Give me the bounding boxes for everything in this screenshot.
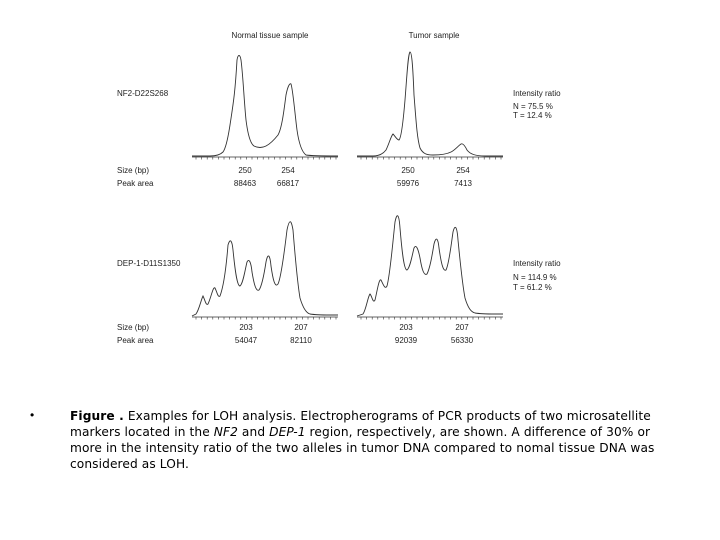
figure-caption [70, 408, 685, 472]
marker-label-dep1: DEP-1-D11S1350 [117, 259, 181, 268]
caption-text-3: region, respectively, are shown. A difference of 30% or more in the intensity ratio of the two alleles in tumor DNA compared to nomal tissue DNA was considered as LOH. [70, 425, 655, 471]
caption-label: Figure . [70, 409, 124, 423]
intensity-ratio-title-nf2: Intensity ratio [513, 89, 561, 98]
intensity-ratio-n-dep1: N = 114.9 % [513, 273, 557, 282]
tumor-sample-header: Tumor sample [408, 31, 460, 40]
size-label-nf2: Size (bp) [117, 166, 150, 175]
tumor-size-2-dep1: 207 [455, 323, 469, 332]
intensity-ratio-t-dep1: T = 61.2 % [513, 283, 552, 292]
tumor-area-1-dep1: 92039 [394, 336, 418, 345]
intensity-ratio-title-dep1: Intensity ratio [513, 259, 561, 268]
normal-area-2-dep1: 82110 [290, 336, 312, 345]
peak-area-label-nf2: Peak area [117, 179, 154, 188]
intensity-ratio-n-nf2: N = 75.5 % [513, 102, 553, 111]
peak-area-label-dep1: Peak area [117, 336, 154, 345]
caption-text-1: Examples for LOH analysis. Electropherograms of PCR products of two microsatellite markers located in the [70, 409, 651, 439]
normal-area-2-nf2: 66817 [276, 179, 300, 188]
marker-label-nf2: NF2-D22S268 [117, 89, 169, 98]
normal-sample-header: Normal tissue sample [231, 31, 309, 40]
tumor-trace-dep1 [355, 200, 505, 320]
normal-size-1-nf2: 250 [238, 166, 252, 175]
tumor-size-1-dep1: 203 [399, 323, 413, 332]
normal-size-2-dep1: 207 [294, 323, 308, 332]
tumor-area-1-nf2: 59976 [396, 179, 420, 188]
caption-text-2: and [237, 425, 270, 439]
normal-trace-nf2 [190, 40, 340, 160]
normal-area-1-nf2: 88463 [233, 179, 257, 188]
normal-size-1-dep1: 203 [239, 323, 253, 332]
intensity-ratio-t-nf2: T = 12.4 % [513, 111, 552, 120]
bullet: • [30, 408, 35, 422]
caption-gene-nf2: NF2 [213, 425, 238, 439]
tumor-area-2-nf2: 7413 [454, 179, 472, 188]
tumor-size-1-nf2: 250 [401, 166, 415, 175]
normal-trace-dep1 [190, 200, 340, 320]
tumor-size-2-nf2: 254 [456, 166, 470, 175]
tumor-area-2-dep1: 56330 [450, 336, 474, 345]
normal-size-2-nf2: 254 [281, 166, 295, 175]
normal-area-1-dep1: 54047 [234, 336, 258, 345]
tumor-trace-nf2 [355, 40, 505, 160]
size-label-dep1: Size (bp) [117, 323, 150, 332]
caption-gene-dep1: DEP-1 [269, 425, 306, 439]
